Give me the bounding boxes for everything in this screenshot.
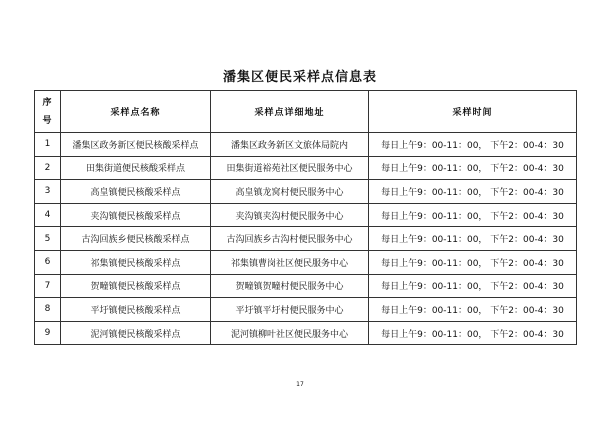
document-title: 潘集区便民采样点信息表: [222, 70, 377, 85]
sampling-sites-table: [34, 90, 577, 345]
table-header-row: [35, 91, 577, 133]
table-row: [35, 227, 577, 251]
table-row: [35, 250, 577, 274]
cell-site-name: 潘集区政务新区便民核酸采样点: [61, 133, 211, 157]
header-site-name: 采样点名称: [61, 91, 211, 133]
cell-site-address: 平圩镇平圩村便民服务中心: [211, 298, 369, 322]
cell-sampling-time: 每日上午9：00-11：00， 下午2：00-4：30: [369, 274, 577, 298]
cell-sampling-time: 每日上午9：00-11：00， 下午2：00-4：30: [369, 180, 577, 204]
cell-serial-number: 8: [35, 298, 61, 322]
cell-site-address: 古沟回族乡古沟村便民服务中心: [211, 227, 369, 251]
cell-serial-number: 2: [35, 156, 61, 180]
cell-site-address: 潘集区政务新区文旅体局院内: [211, 133, 369, 157]
cell-sampling-time: 每日上午9：00-11：00， 下午2：00-4：30: [369, 133, 577, 157]
page-number: 17: [296, 381, 304, 388]
table-row: [35, 274, 577, 298]
cell-sampling-time: 每日上午9：00-11：00， 下午2：00-4：30: [369, 156, 577, 180]
cell-serial-number: 1: [35, 133, 61, 157]
cell-serial-number: 7: [35, 274, 61, 298]
cell-sampling-time: 每日上午9：00-11：00， 下午2：00-4：30: [369, 203, 577, 227]
table-body: [35, 133, 577, 345]
cell-sampling-time: 每日上午9：00-11：00， 下午2：00-4：30: [369, 321, 577, 345]
table-row: [35, 321, 577, 345]
cell-serial-number: 3: [35, 180, 61, 204]
cell-serial-number: 4: [35, 203, 61, 227]
cell-site-name: 平圩镇便民核酸采样点: [61, 298, 211, 322]
cell-site-name: 高皇镇便民核酸采样点: [61, 180, 211, 204]
header-site-address: 采样点详细地址: [211, 91, 369, 133]
cell-sampling-time: 每日上午9：00-11：00， 下午2：00-4：30: [369, 298, 577, 322]
cell-site-address: 祁集镇曹岗社区便民服务中心: [211, 250, 369, 274]
cell-site-address: 夹沟镇夹沟村便民服务中心: [211, 203, 369, 227]
cell-serial-number: 6: [35, 250, 61, 274]
cell-sampling-time: 每日上午9：00-11：00， 下午2：00-4：30: [369, 250, 577, 274]
cell-site-address: 田集街道裕苑社区便民服务中心: [211, 156, 369, 180]
cell-sampling-time: 每日上午9：00-11：00， 下午2：00-4：30: [369, 227, 577, 251]
table-row: [35, 156, 577, 180]
cell-serial-number: 5: [35, 227, 61, 251]
table-row: [35, 133, 577, 157]
table-row: [35, 180, 577, 204]
cell-site-name: 田集街道便民核酸采样点: [61, 156, 211, 180]
cell-site-name: 泥河镇便民核酸采样点: [61, 321, 211, 345]
cell-site-address: 贺疃镇贺疃村便民服务中心: [211, 274, 369, 298]
table-row: [35, 298, 577, 322]
cell-site-address: 高皇镇龙窝村便民服务中心: [211, 180, 369, 204]
header-sampling-time: 采样时间: [369, 91, 577, 133]
cell-site-name: 祁集镇便民核酸采样点: [61, 250, 211, 274]
header-serial-top: 序: [42, 97, 53, 108]
header-serial-bottom: 号: [42, 115, 53, 126]
cell-site-name: 古沟回族乡便民核酸采样点: [61, 227, 211, 251]
cell-site-address: 泥河镇柳叶社区便民服务中心: [211, 321, 369, 345]
cell-site-name: 夹沟镇便民核酸采样点: [61, 203, 211, 227]
cell-serial-number: 9: [35, 321, 61, 345]
header-serial-number: [35, 91, 61, 133]
cell-site-name: 贺疃镇便民核酸采样点: [61, 274, 211, 298]
table-row: [35, 203, 577, 227]
